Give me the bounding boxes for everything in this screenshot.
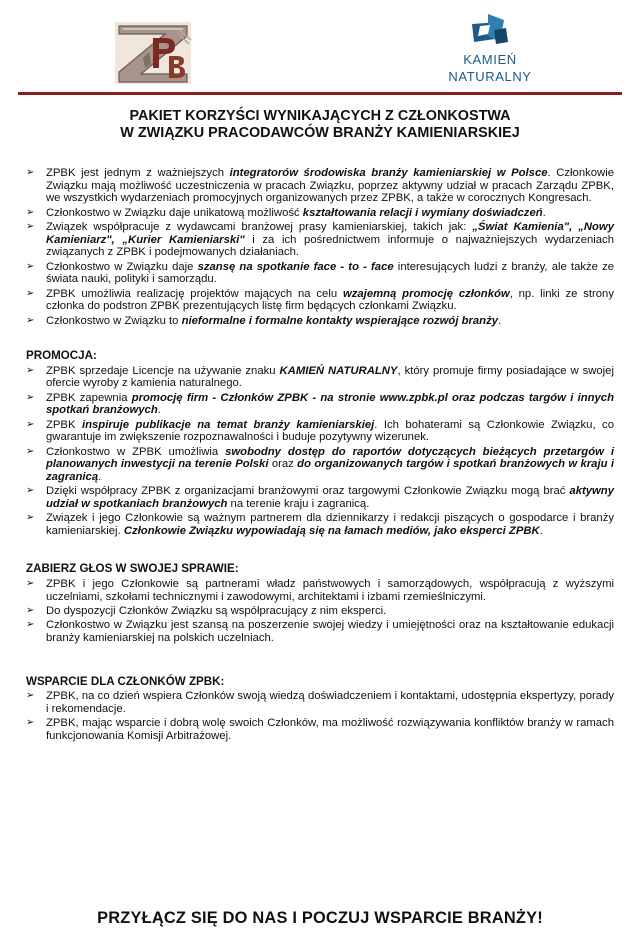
list-item: ➢ Członkostwo w Związku to nieformalne i formalne kontakty wspierające rozwój branży. — [26, 314, 502, 327]
arrow-bullet-icon: ➢ — [26, 206, 35, 218]
list-item: ➢ ZPBK inspiruje publikacje na temat branży kamieniarskiej. Ich bohaterami są Członkowie Związku, co gwarantuje im zwiększenie rozpoznawalności i buduje pozytywny wizerunek. — [26, 418, 614, 444]
arrow-bullet-icon: ➢ — [26, 619, 35, 631]
kamien-naturalny-logo — [430, 12, 550, 92]
zpbk-logo — [113, 18, 193, 88]
benefits-content — [26, 167, 614, 744]
list-item: ➢ Związek i jego Członkowie są ważnym partnerem dla dziennikarzy i redakcji piszących o gospodarce i branży kamieniarskiej. Członkowie Związku wypowiadają się na łamach mediów, jako eksperci ZPBK. — [26, 512, 614, 537]
list-item: ➢ Członkostwo w Związku daje szansę na spotkanie face - to - face interesujących ludzi z branży, ale także ze świata nauki, polityki i samorządu. — [26, 260, 615, 286]
list-item: ➢ ZPBK jest jednym z ważniejszych integratorów środowiska branży kamieniarskiej w Polsce. Członkowie Związku mają możliwość uczestniczenia w pracach Związku, poprzez aktywny udział w pracach Zarządu ZPBK, we wszystkich wydarzeniach promocyjnych organizowanych przez ZPBK, a także w corocznych Kongresach. — [26, 167, 614, 205]
arrow-bullet-icon: ➢ — [26, 167, 35, 178]
section-title: PROMOCJA: — [26, 349, 97, 363]
arrow-bullet-icon: ➢ — [26, 314, 35, 326]
arrow-bullet-icon: ➢ — [26, 512, 35, 524]
list-item: ➢ ZPBK, mając wsparcie i dobrą wolę swoich Członków, ma możliwość rozwiązywania konfliktów branży w ramach funkcjonowania Komisji Arbitrażowej. — [26, 717, 614, 742]
list-item: ➢ Do dyspozycji Członków Związku są współpracujący z nim eksperci. — [26, 604, 387, 617]
kamien-logo-line2: NATURALNY — [448, 69, 532, 84]
kamien-stone-icon — [430, 12, 550, 52]
section-4 — [26, 676, 614, 743]
arrow-bullet-icon: ➢ — [26, 287, 35, 299]
arrow-bullet-icon: ➢ — [26, 418, 35, 430]
list-item: ➢ Członkostwo w Związku jest szansą na poszerzenie swojej wiedzy i umiejętności oraz na kształtowanie edukacji branży kamieniarskiej na polskich uczelniach. — [26, 619, 614, 644]
arrow-bullet-icon: ➢ — [26, 364, 35, 376]
list-item: ➢ ZPBK i jego Członkowie są partnerami władz państwowych i samorządowych, współpracują z wyższymi uczelniami, szkołami technicznymi i zawodowymi, architektami i izbami rzemieślniczymi. — [26, 578, 614, 603]
list-item: ➢ Związek współpracuje z wydawcami branżowej prasy kamieniarskiej, takich jak: „Świat Kamienia", „Nowy Kamieniarz", „Kurier Kamieniarski" i za ich pośrednictwem informuje o najważniejszych wydarzeniach związanych z ZPBK i podejmowanych działaniach. — [26, 220, 615, 259]
section-2 — [26, 350, 614, 537]
header-divider — [18, 92, 622, 95]
list-item: ➢ Członkostwo w Związku daje unikatową możliwość kształtowania relacji i wymiany doświadczeń. — [26, 206, 546, 219]
title-line-1: PAKIET KORZYŚCI WYNIKAJĄCYCH Z CZŁONKOSTWA — [129, 108, 511, 124]
page-header — [0, 0, 640, 96]
section-1 — [26, 167, 614, 327]
arrow-bullet-icon: ➢ — [26, 717, 35, 729]
title-line-2: W ZWIĄZKU PRACODAWCÓW BRANŻY KAMIENIARSKIEJ — [120, 125, 520, 141]
list-item: ➢ ZPBK zapewnia promocję firm - Członków ZPBK - na stronie www.zpbk.pl oraz podczas targów i innych spotkań branżowych. — [26, 391, 614, 417]
arrow-bullet-icon: ➢ — [26, 485, 35, 497]
call-to-action: PRZYŁĄCZ SIĘ DO NAS I POCZUJ WSPARCIE BRANŻY! — [97, 909, 543, 927]
list-item: ➢ ZPBK, na co dzień wspiera Członków swoją wiedzą doświadczeniem i kontaktami, udostępnia ekspertyzy, porady i rekomendacje. — [26, 690, 614, 715]
arrow-bullet-icon: ➢ — [26, 604, 35, 616]
section-title: ZABIERZ GŁOS W SWOJEJ SPRAWIE: — [26, 562, 239, 576]
arrow-bullet-icon: ➢ — [26, 220, 35, 232]
list-item: ➢ Dzięki współpracy ZPBK z organizacjami branżowymi oraz targowymi Członkowie Związku mogą brać aktywny udział w spotkaniach branżowych na terenie kraju i zagranicą. — [26, 485, 614, 510]
arrow-bullet-icon: ➢ — [26, 391, 35, 403]
arrow-bullet-icon: ➢ — [26, 690, 35, 702]
kamien-logo-line1: KAMIEŃ — [463, 52, 517, 67]
arrow-bullet-icon: ➢ — [26, 260, 35, 272]
list-item: ➢ ZPBK umożliwia realizację projektów mających na celu wzajemną promocję członków, np. linki ze strony członka do podstron ZPBK prezentujących listę firm będących członkami Związku. — [26, 287, 614, 313]
arrow-bullet-icon: ➢ — [26, 445, 35, 457]
arrow-bullet-icon: ➢ — [26, 578, 35, 589]
document-title — [0, 108, 640, 142]
section-3 — [26, 563, 614, 644]
list-item: ➢ ZPBK sprzedaje Licencje na używanie znaku KAMIEŃ NATURALNY, który promuje firmy posiadające w swojej ofercie wyroby z kamienia naturalnego. — [26, 364, 614, 390]
section-title: WSPARCIE DLA CZŁONKÓW ZPBK: — [26, 674, 225, 688]
list-item: ➢ Członkostwo w ZPBK umożliwia swobodny dostęp do raportów dotyczących bieżących przetargów i planowanych inwestycji na terenie Polski oraz do organizowanych targów i spotkań branżowych w kraju i zagranicą. — [26, 445, 614, 483]
